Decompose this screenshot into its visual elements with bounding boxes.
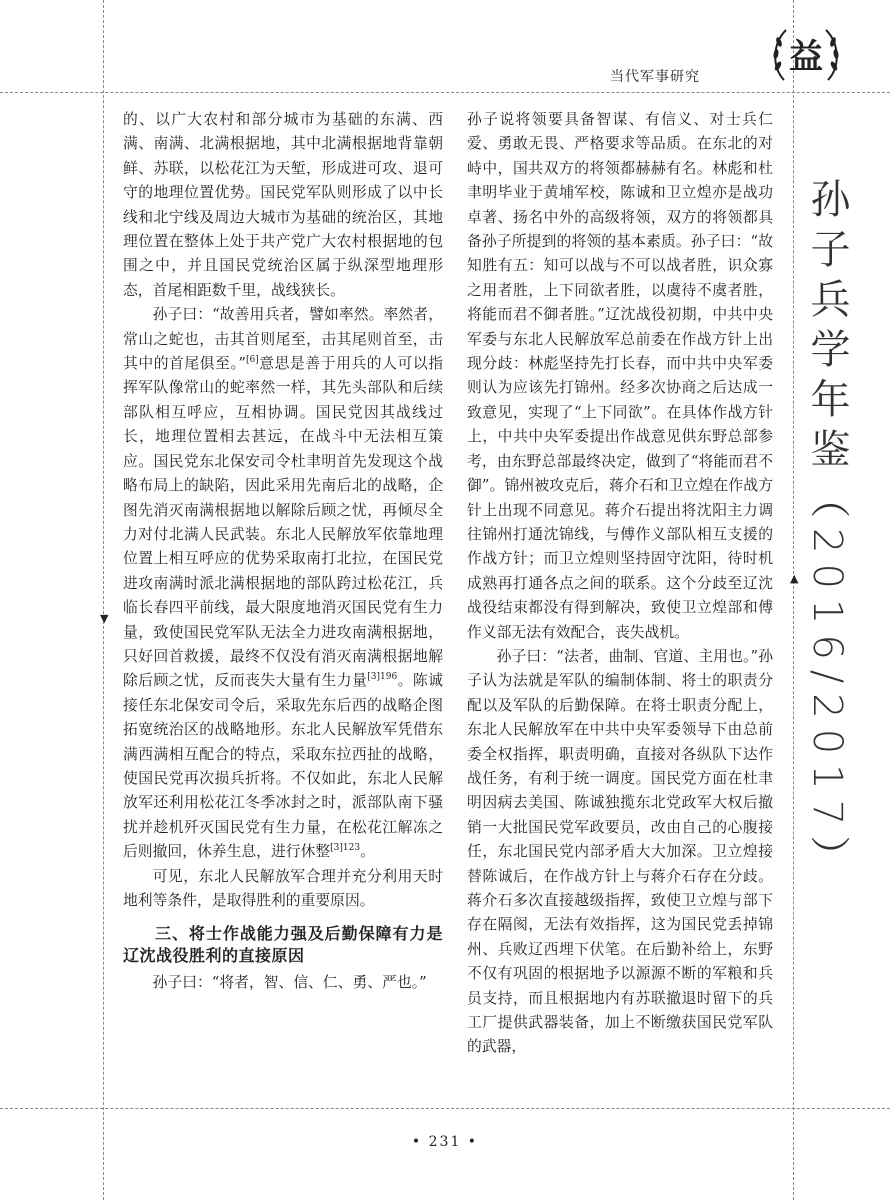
right-paragraph-2: 孙子曰：“法者，曲制、官道、主用也。”孙子认为法就是军队的编制体制、将士的职责分配以及军队的后勤保障。在将士职责分配上，东北人民解放军在中共中央军委领导下由总前委全权指挥，职责明确，直接对各纵队下达作战任务，有利于统一调度。国民党方面在杜聿明因病去美国、陈诚独揽东北党政军大权后撤销一大批国民党军政要员，改由自己的心腹接任，东北国民党内部矛盾大大加深。卫立煌接替陈诚后，在作战方针上与蒋介石存在分歧。蒋介石多次直接越级指挥，致使卫立煌与部下存在隔阂，无法有效指挥，这为国民党丢掉锦州、兵败辽西埋下伏笔。在后勤补给上，东野不仅有巩固的根据地予以源源不断的军粮和兵员支持，而且根据地内有苏联撤退时留下的兵工厂提供武器装备，加上不断缴获国民党军队的武器， [467, 647, 773, 1056]
citation-3-196: [3]196 [367, 672, 398, 683]
right-paragraph-1: 孙子说将领要具备智谋、有信义、对士兵仁爱、勇敢无畏、严格要求等品质。在东北的对峙中，国共双方的将领都赫赫有名。林彪和杜聿明毕业于黄埔军校，陈诚和卫立煌亦是战功卓著、扬名中外的高级将领，双方的将领都具备孙子所提到的将领的基本素质。孙子曰：“故知胜有五：知可以战与不可以战者胜，识众寡之用者胜，上下同欲者胜，以虞待不虞者胜，将能而君不御者胜。”辽沈战役初期，中共中央军委与东北人民解放军总前委在作战方针上出现分歧：林彪坚持先打长春，而中共中央军委则认为应该先打锦州。经多次协商之后达成一致意见，实现了“上下同欲”。在具体作战方针上，中共中央军委提出作战意见供东野总部参考，由东野总部最终决定，做到了“将能而君不御”。锦州被攻克后，蒋介石和卫立煌在作战方针上出现不同意见。蒋介石提出将沈阳主力调往锦州打通沈锦线，与傅作义部队相互支援的作战方针；而卫立煌则坚持固守沈阳，待时机成熟再打通各点之间的联系。这个分歧至辽沈战役结束都没有得到解决，致使卫立煌部和傅作义部无法有效配合，丧失战机。 [467, 111, 773, 641]
right-crop-line [793, 0, 794, 1200]
quote-text: 孙子曰：“故善用兵者，譬如率然。率然者，常山之蛇也，击其首则尾至，击其尾则首至，击其中的首尾俱至。” [123, 306, 443, 373]
down-triangle-icon: ▼ [100, 612, 109, 625]
left-crop-line [103, 0, 104, 1200]
paragraph-text: 。陈诚接任东北保安司令后，采取先东后西的战略企图拓宽统治区的战略地形。东北人民解放军凭借东满西满相互配合的特点，采取东拉西扯的战略，使国民党再次损兵折将。不仅如此，东北人民解放军还利用松花江冬季冰封之时，派部队南下骚扰并趁机歼灭国民党有生力量，在松花江解冻之后则撤回，休养生息，进行休整 [123, 672, 443, 861]
paragraph-end: 。 [360, 843, 375, 861]
left-paragraph-2 [123, 303, 443, 864]
left-paragraph-4: 孙子曰：“将者，智、信、仁、勇、严也。” [152, 974, 427, 992]
left-text-column [123, 108, 443, 996]
section-heading: 三、将士作战能力强及后勤保障有力是辽沈战役胜利的直接原因 [123, 924, 443, 966]
left-paragraph-3: 可见，东北人民解放军合理并充分利用天时地利等条件，是取得胜利的重要原因。 [123, 867, 443, 909]
paragraph-text: 意思是善于用兵的人可以指挥军队像常山的蛇率然一样，其先头部队和后续部队相互呼应，互相协调。国民党因其战线过长，地理位置相去甚远，在战斗中无法相互策应。国民党东北保安司令杜聿明首先发现这个战略布局上的缺陷，因此采用先南后北的战略，企图先消灭南满根据地以解除后顾之忧，再倾尽全力对付北满人民武装。东北人民解放军依靠地理位置上相互呼应的优势采取南打北拉，在国民党进攻南满时派北满根据地的部队跨过松花江，兵临长春四平前线，最大限度地消灭国民党有生力量，致使国民党军队无法全力进攻南满根据地，只好回首救援，最终不仅没有消灭南满根据地解除后顾之忧，反而丧失大量有生力量 [123, 355, 443, 690]
bottom-crop-line [0, 1108, 890, 1109]
logo-glyph: 益 [789, 37, 823, 77]
page-number: • 231 • [411, 1134, 479, 1150]
top-crop-line [0, 92, 890, 93]
left-paragraph-1: 的、以广大农村和部分城市为基础的东满、西满、南满、北满根据地，其中北满根据地背靠朝鲜、苏联，以松花江为天堑，形成进可攻、退可守的地理位置优势。国民党军队则形成了以中长线和北宁线及周边大城市为基础的统治区，其地理位置在整体上处于共产党广大农村根据地的包围之中，并且国民党统治区属于纵深型地理形态，首尾相距数千里，战线狭长。 [123, 111, 443, 299]
running-header-title: 当代军事研究 [610, 69, 700, 85]
right-text-column [467, 108, 773, 1060]
citation-6: [6] [246, 355, 259, 366]
up-triangle-icon: ▲ [790, 572, 799, 585]
citation-3-123: [3]123 [330, 843, 361, 854]
side-book-title: 孙子兵学年鉴（2016/2017） [804, 178, 850, 886]
laurel-wreath-seal-icon [766, 20, 846, 90]
